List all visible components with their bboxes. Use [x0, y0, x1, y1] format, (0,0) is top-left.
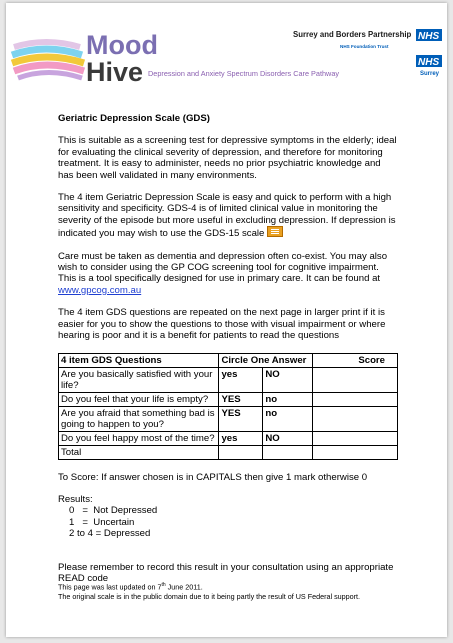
- score-cell[interactable]: [313, 392, 398, 406]
- score-cell[interactable]: [313, 367, 398, 392]
- question-cell: Are you basically satisfied with your life?: [59, 367, 219, 392]
- column-header-answer: Circle One Answer: [219, 353, 313, 367]
- results-title: Results:: [58, 493, 93, 505]
- answer-option[interactable]: yes: [219, 431, 263, 445]
- answer-option[interactable]: yes: [219, 367, 263, 392]
- gds4-paragraph-text: The 4 item Geriatric Depression Scale is easy and quick to perform with a high sensitivity and specificity. GDS-4 is of limited clinical value in monitoring the severity of the episode but more useful in excluding depression. If depression is indicated you may wish to use the GDS-15 scale: [58, 192, 396, 240]
- gds4-paragraph: [58, 192, 398, 240]
- logo-swirl: [12, 42, 84, 78]
- gds15-attachment-icon[interactable]: [267, 226, 283, 237]
- gpcog-paragraph-text: Care must be taken as dementia and depression often co-exist. You may also wish to consider using the GP COG screening tool for cognitive impairment. This is a tool specifically designed for use in primary care. It can be found at: [58, 250, 388, 285]
- partner-trust: NHS Foundation Trust: [340, 44, 389, 49]
- question-cell: Do you feel that your life is empty?: [59, 392, 219, 406]
- score-cell[interactable]: [313, 406, 398, 431]
- last-updated-prefix: This page was last updated on 7: [58, 582, 162, 592]
- table-row: [59, 392, 398, 406]
- large-print-paragraph: The 4 item GDS questions are repeated on the next page in larger print if it is easier for you to show the questions to those with visual impairment or where hearing is poor and it is a benefit for patients to read the questions: [58, 307, 386, 342]
- read-code-reminder: Please remember to record this result in your consultation using an appropriate READ code: [58, 561, 394, 584]
- logo-hive: Hive: [86, 57, 144, 87]
- scoring-instructions: To Score: If answer chosen is in CAPITALS then give 1 mark otherwise 0: [58, 471, 368, 483]
- total-empty: [263, 445, 313, 459]
- answer-option[interactable]: no: [263, 392, 313, 406]
- total-label: Total: [59, 445, 219, 459]
- nhs-badge-2-sub: Surrey: [420, 71, 440, 77]
- column-header-score: Score: [313, 353, 398, 367]
- logo-mood: Mood: [86, 30, 158, 60]
- column-header-questions: 4 item GDS Questions: [59, 353, 219, 367]
- page-header: [6, 3, 447, 99]
- public-domain-note: The original scale is in the public domain due to it being partly the result of US Federal support.: [58, 591, 361, 601]
- total-empty: [219, 445, 263, 459]
- result-item: 0 = Not Depressed: [69, 505, 158, 517]
- answer-option[interactable]: YES: [219, 406, 263, 431]
- results-section: [58, 494, 398, 540]
- last-updated-sup: th: [161, 582, 166, 588]
- document-page: [6, 3, 447, 637]
- gds-questions-table: [58, 353, 398, 460]
- answer-option[interactable]: no: [263, 406, 313, 431]
- answer-option[interactable]: NO: [263, 431, 313, 445]
- nhs-badge-1-text: NHS: [418, 31, 440, 42]
- total-row: [59, 445, 398, 459]
- question-cell: Are you afraid that something bad is going to happen to you?: [59, 406, 219, 431]
- score-cell[interactable]: [313, 431, 398, 445]
- document-body: [58, 113, 398, 595]
- answer-option[interactable]: YES: [219, 392, 263, 406]
- table-row: [59, 367, 398, 392]
- table-header-row: [59, 353, 398, 367]
- result-item: 2 to 4 = Depressed: [69, 528, 151, 540]
- gpcog-link[interactable]: www.gpcog.com.au: [58, 284, 142, 296]
- page-footer: [58, 581, 418, 601]
- answer-option[interactable]: NO: [263, 367, 313, 392]
- gpcog-paragraph: [58, 251, 398, 297]
- last-updated: [58, 581, 418, 592]
- table-row: [59, 431, 398, 445]
- result-item: 1 = Uncertain: [69, 516, 135, 528]
- table-row: [59, 406, 398, 431]
- nhs-badge-2-text: NHS: [418, 57, 440, 68]
- total-score-cell[interactable]: [313, 445, 398, 459]
- results-list: [69, 505, 398, 539]
- pathway-text: Depression and Anxiety Spectrum Disorders Care Pathway: [148, 69, 340, 78]
- page-title: Geriatric Depression Scale (GDS): [58, 113, 210, 124]
- last-updated-suffix: June 2011.: [165, 582, 203, 592]
- intro-paragraph: This is suitable as a screening test for depressive symptoms in the elderly; ideal for evaluating the clinical severity of depression, and therefore for monitoring treatment. It is easy to administer, needs no prior psychiatric knowledge and has been well validated in many environments.: [58, 135, 397, 181]
- partner-name: Surrey and Borders Partnership: [293, 30, 412, 39]
- question-cell: Do you feel happy most of the time?: [59, 431, 219, 445]
